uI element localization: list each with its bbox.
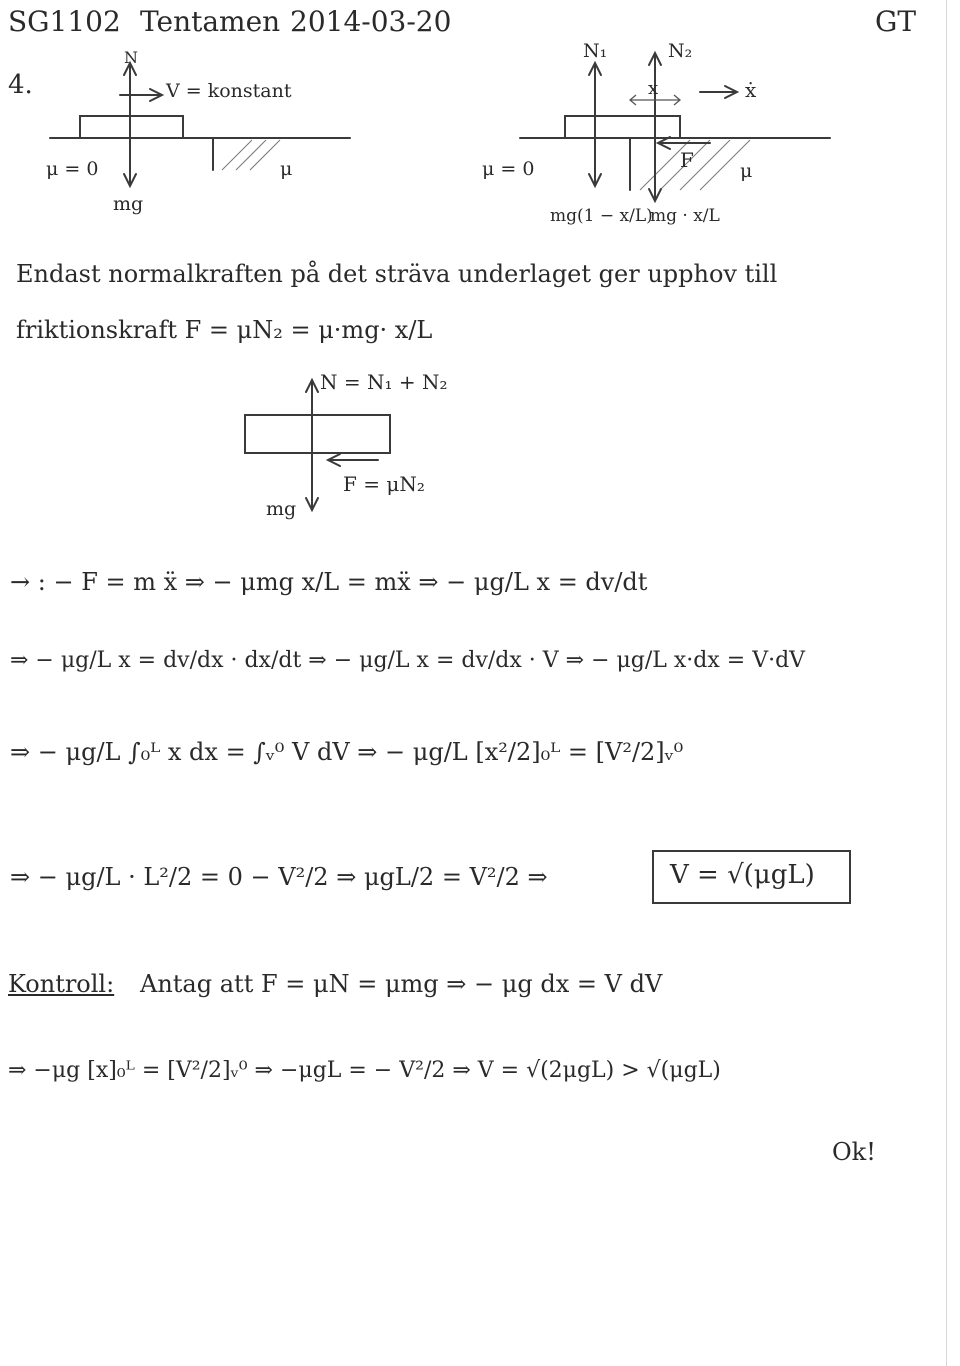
d1-mu-label: μ [280, 158, 293, 180]
equation-3: ⇒ − μg/L ∫₀ᴸ x dx = ∫ᵥ⁰ V dV ⇒ − μg/L [x²/2]₀ᴸ = [V²/2]ᵥ⁰ [10, 738, 684, 766]
d2-friction-label: F [680, 148, 694, 172]
d2-xdot-label: ẋ [745, 78, 757, 102]
header-date: 2014-03-20 [290, 5, 452, 38]
check-label: Kontroll: [8, 970, 115, 998]
equation-2: ⇒ − μg/L x = dv/dx · dx/dt ⇒ − μg/L x = dv/dx · V ⇒ − μg/L x·dx = V·dV [10, 648, 806, 673]
d2-weight-right-label: mg · x/L [650, 206, 720, 226]
text-line-1: Endast normalkraften på det sträva underlaget ger upphov till [16, 260, 778, 288]
equation-4: ⇒ − μg/L · L²/2 = 0 − V²/2 ⇒ μgL/2 = V²/2 ⇒ [10, 863, 548, 891]
d3-weight-label: mg [266, 498, 297, 520]
d2-mu-zero-label: μ = 0 [482, 158, 535, 180]
header-course: SG1102 [8, 5, 121, 38]
d1-velocity-label: V = konstant [166, 80, 292, 102]
diagram-2-transition-block [520, 53, 830, 201]
d1-weight-label: mg [113, 193, 144, 215]
problem-number: 4. [8, 70, 33, 100]
scan-edge-line [946, 0, 947, 1366]
header-exam: Tentamen [140, 5, 281, 38]
result-velocity: V = √(μgL) [670, 860, 815, 890]
d2-n2-label: N₂ [668, 40, 693, 62]
check-line-1: Antag att F = μN = μmg ⇒ − μg dx = V dV [140, 970, 663, 998]
d3-normal-label: N = N₁ + N₂ [320, 370, 448, 394]
equation-1: → : − F = m ẍ ⇒ − μmg x/L = mẍ ⇒ − μg/L x = dv/dt [10, 568, 648, 596]
d2-weight-left-label: mg(1 − x/L) [550, 206, 653, 226]
d3-friction-label: F = μN₂ [343, 472, 425, 496]
header-initials: GT [875, 5, 917, 38]
d2-n1-label: N₁ [583, 40, 608, 62]
check-ok: Ok! [832, 1138, 876, 1166]
d1-mu-zero-label: μ = 0 [46, 158, 99, 180]
d2-mu-label: μ [740, 160, 753, 182]
d2-x-label: x [648, 78, 659, 99]
d1-normal-label: N [124, 48, 138, 67]
text-line-2: friktionskraft F = μN₂ = μ·mg· x/L [16, 316, 433, 344]
check-line-2: ⇒ −μg [x]₀ᴸ = [V²/2]ᵥ⁰ ⇒ −μgL = − V²/2 ⇒ V = √(2μgL) > √(μgL) [8, 1058, 721, 1083]
